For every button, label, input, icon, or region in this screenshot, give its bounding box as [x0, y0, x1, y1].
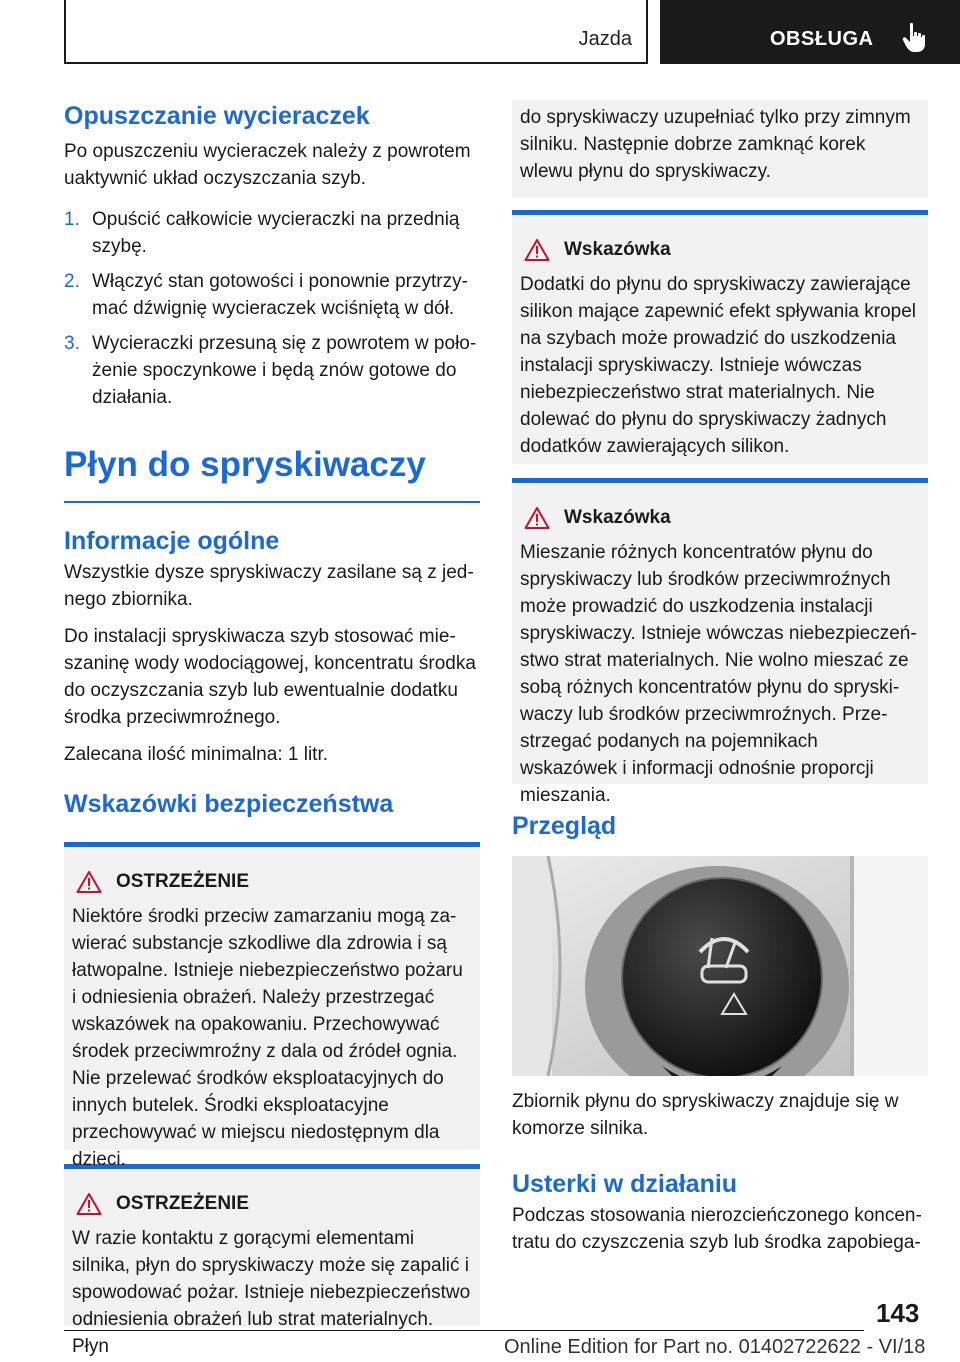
- steps-list: [64, 206, 480, 411]
- list-item: [64, 330, 480, 411]
- right-column: [512, 100, 928, 1256]
- heading-rule: [64, 501, 480, 503]
- washer-cap-illustration: [512, 856, 928, 1076]
- image-caption: Zbiornik płynu do spryskiwaczy znajduje się w komorze silnika.: [512, 1091, 899, 1139]
- paragraph: Do instalacji spryskiwacza szyb stosować mieszaninę wody wodociągowej, koncentratu środka do oczyszczania szyb lub ewentualnie dodatku środka przeciwmroźnego.: [64, 626, 476, 728]
- warning-text: do spryskiwaczy uzupełniać tylko przy zimnym silniku. Następnie dobrze zamknąć korek wlewu płynu do spryskiwaczy.: [520, 107, 911, 182]
- chapter-label: OBSŁUGA: [770, 28, 874, 50]
- tip-box: [512, 210, 928, 464]
- pointing-hand-icon: [902, 22, 928, 54]
- tip-title: Wskazówka: [564, 507, 671, 528]
- chapter-heading: Płyn do spryskiwaczy: [64, 445, 426, 484]
- warning-title: OSTRZEŻENIE: [116, 871, 250, 892]
- step-number: 2.: [64, 271, 80, 292]
- section-title-malfunctions: Usterki w działaniu: [512, 1170, 738, 1198]
- tip-text: Dodatki do płynu do spryskiwaczy zawierające silikon mające zapewnić efekt spływania kropel na szybach może prowadzić do uszkodzenia instalacji spryskiwaczy. Istnieje wówczas niebezpieczeństwo strat materialnych. Nie dolewać do płynu do spryskiwaczy żadnych dodatków zawierających silikon.: [520, 274, 917, 457]
- tip-text: Mieszanie różnych koncentratów płynu do spryskiwaczy lub środków przeciwmroźnych może prowadzić do uszkodzenia instalacji spryskiwaczy. Istnieje wówczas niebezpieczeństwo strat materialnych. Nie wolno mieszać ze sobą różnych koncentratów płynu do spryskiwaczy lub środków przeciwmroźnych. Przestrzegać podanych na pojemnikach wskazówek i informacji odnośnie proporcji mieszania.: [520, 542, 917, 806]
- edition-footer: Online Edition for Part no. 01402722622 - VI/18: [504, 1336, 926, 1358]
- chapter-tab[interactable]: [660, 0, 960, 64]
- paragraph: Po opuszczeniu wycieraczek należy z powrotem uaktywnić układ oczyszczania szyb.: [64, 141, 471, 189]
- warning-triangle-icon: [524, 506, 550, 530]
- section-title-overview: Przegląd: [512, 812, 617, 840]
- section-title-safety: Wskazówki bezpieczeństwa: [64, 790, 394, 818]
- warning-text: W razie kontaktu z gorącymi elementami silnika, płyn do spryskiwaczy może się zapalić i spowodować pożar. Istnieje niebezpieczeństwo odniesienia obrażeń lub strat materialnych. Płyn: [72, 1228, 471, 1357]
- page-header: [64, 0, 960, 64]
- paragraph: Podczas stosowania nierozcieńczonego koncentratu do czyszczenia szyb lub środka zapobiega-: [512, 1205, 922, 1253]
- warning-triangle-icon: [76, 870, 102, 894]
- step-text: Wycieraczki przesuną się z powrotem w położenie spoczynkowe i będą znów gotowe do działania.: [92, 333, 477, 408]
- section-title-lowering-wipers: Opuszczanie wycieraczek: [64, 102, 370, 130]
- washer-fluid-cap-image: [512, 856, 928, 1076]
- warning-text: Niektóre środki przeciw zamarzaniu mogą zawierać substancje szkodliwe dla zdrowia i są łatwopalne. Istnieje niebezpieczeństwo pożaru i odniesienia obrażeń. Należy przestrzegać wskazówek na opakowaniu. Przechowywać środek przeciwmroźny z dala od źródeł ognia. Nie przelewać środków eksploatacyjnych do innych butelek. Środki eksploatacyjne przechowywać w miejscu niedostępnym dla dzieci.: [72, 906, 463, 1170]
- warning-triangle-icon: [524, 238, 550, 262]
- warning-triangle-icon: [76, 1192, 102, 1216]
- tip-title: Wskazówka: [564, 239, 671, 260]
- paragraph: Zalecana ilość minimalna: 1 litr.: [64, 744, 328, 765]
- list-item: [64, 268, 480, 322]
- section-label: Jazda: [578, 28, 632, 50]
- page-number: 143: [876, 1298, 920, 1328]
- paragraph: Wszystkie dysze spryskiwaczy zasilane są z jednego zbiornika.: [64, 562, 474, 610]
- footer-rule: [64, 1330, 864, 1331]
- warning-continuation-box: [512, 100, 928, 198]
- step-number: 1.: [64, 209, 80, 230]
- step-number: 3.: [64, 333, 80, 354]
- step-text: Opuścić całkowicie wycieraczki na przednią szybę.: [92, 209, 460, 257]
- warning-box: [64, 1164, 480, 1357]
- tip-box: [512, 478, 928, 806]
- header-section-box: [64, 0, 648, 64]
- left-column: [64, 100, 480, 1357]
- section-title-general-info: Informacje ogólne: [64, 527, 280, 555]
- step-text: Włączyć stan gotowości i ponownie przytrzymać dźwignię wycieraczek wciśniętą w dół.: [92, 271, 468, 319]
- warning-title: OSTRZEŻENIE: [116, 1193, 250, 1214]
- list-item: [64, 206, 480, 260]
- warning-box: [64, 842, 480, 1170]
